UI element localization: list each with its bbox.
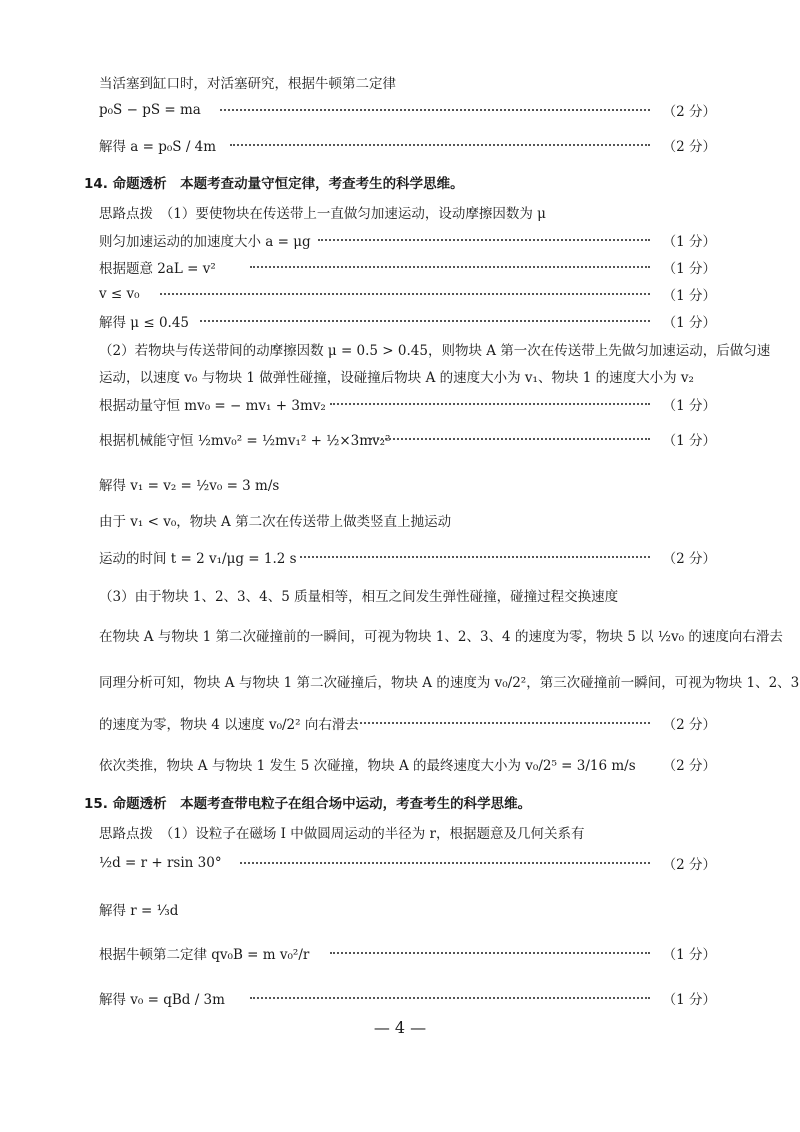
line-text: v ≤ v₀: [99, 286, 140, 302]
text-line: [0, 712, 800, 734]
text-line: [0, 338, 800, 360]
text-line: [0, 584, 800, 606]
line-text: 根据题意 2aL = v²: [99, 261, 216, 277]
text-line: [0, 473, 800, 495]
line-text: （2）若物块与传送带间的动摩擦因数 μ = 0.5 > 0.45，则物块 A 第一次在传送带上先做匀加速运动，后做匀速: [99, 343, 771, 359]
score-points: （2 分）: [662, 104, 716, 120]
dot-leader: [300, 556, 650, 558]
text-line: [0, 99, 800, 121]
text-line: [0, 624, 800, 646]
line-text: 依次类推，物块 A 与物块 1 发生 5 次碰撞，物块 A 的最终速度大小为 v₀/2⁵ = 3/16 m/s: [99, 758, 636, 774]
text-line: [0, 753, 800, 775]
text-line: [0, 201, 800, 223]
text-line: [0, 898, 800, 920]
line-text: 根据机械能守恒 ½mv₀² = ½mv₁² + ½×3mv₂²: [99, 433, 391, 449]
dot-leader: [230, 144, 650, 146]
score-points: （2 分）: [662, 857, 716, 873]
section-heading: [0, 791, 800, 813]
score-points: （2 分）: [662, 717, 716, 733]
line-text: （3）由于物块 1、2、3、4、5 质量相等，相互之间发生弹性碰撞，碰撞过程交换速度: [99, 589, 619, 605]
line-text: 根据动量守恒 mv₀ = − mv₁ + 3mv₂: [99, 398, 326, 414]
line-text: 解得 μ ≤ 0.45: [99, 315, 190, 331]
dot-leader: [200, 320, 650, 322]
line-text: 解得 v₁ = v₂ = ½v₀ = 3 m/s: [99, 478, 280, 494]
score-points: （1 分）: [662, 234, 716, 250]
line-text: ½d = r + rsin 30°: [99, 855, 222, 871]
dot-leader: [355, 722, 650, 724]
line-text: 解得 v₀ = qBd / 3m: [99, 992, 225, 1008]
score-points: （1 分）: [662, 433, 716, 449]
line-text: 15. 命题透析 本题考查带电粒子在组合场中运动，考查考生的科学思维。: [84, 796, 532, 812]
line-text: 运动的时间 t = 2 v₁/μg = 1.2 s: [99, 551, 297, 567]
line-text: 根据牛顿第二定律 qv₀B = m v₀²/r: [99, 947, 310, 963]
text-line: [0, 365, 800, 387]
dot-leader: [240, 862, 650, 864]
score-points: （1 分）: [662, 315, 716, 331]
line-text: 运动，以速度 v₀ 与物块 1 做弹性碰撞，设碰撞后物块 A 的速度大小为 v₁、物块 1 的速度大小为 v₂: [99, 370, 694, 386]
text-line: [0, 134, 800, 156]
text-line: [0, 283, 800, 305]
line-text: p₀S − pS = ma: [99, 102, 201, 118]
line-text: 同理分析可知，物块 A 与物块 1 第二次碰撞后，物块 A 的速度为 v₀/2²，第三次碰撞前一瞬间，可视为物块 1、2、3: [99, 675, 800, 691]
score-points: （1 分）: [662, 261, 716, 277]
text-line: [0, 310, 800, 332]
text-line: [0, 71, 800, 93]
dot-leader: [330, 403, 650, 405]
text-line: [0, 821, 800, 843]
section-heading: [0, 171, 800, 193]
text-line: [0, 509, 800, 531]
text-line: [0, 852, 800, 874]
dot-leader: [220, 109, 650, 111]
dot-leader: [250, 997, 650, 999]
score-points: （1 分）: [662, 992, 716, 1008]
score-points: （2 分）: [662, 139, 716, 155]
score-points: （1 分）: [662, 398, 716, 414]
score-points: （1 分）: [662, 288, 716, 304]
line-text: 则匀加速运动的加速度大小 a = μg: [99, 234, 311, 250]
score-points: （2 分）: [662, 758, 716, 774]
dot-leader: [330, 952, 650, 954]
text-line: [0, 670, 800, 692]
text-line: [0, 229, 800, 251]
line-text: 思路点拨 （1）设粒子在磁场 Ⅰ 中做圆周运动的半径为 r，根据题意及几何关系有: [99, 826, 585, 842]
dot-leader: [318, 239, 650, 241]
line-text: 当活塞到缸口时，对活塞研究，根据牛顿第二定律: [99, 76, 396, 92]
text-line: [0, 256, 800, 278]
text-line: [0, 546, 800, 568]
line-text: 思路点拨 （1）要使物块在传送带上一直做匀加速运动，设动摩擦因数为 μ: [99, 206, 546, 222]
line-text: 的速度为零，物块 4 以速度 v₀/2² 向右滑去: [99, 717, 359, 733]
line-text: 由于 v₁ < v₀，物块 A 第二次在传送带上做类竖直上抛运动: [99, 514, 452, 530]
text-line: [0, 987, 800, 1009]
dot-leader: [250, 266, 650, 268]
score-points: （2 分）: [662, 551, 716, 567]
page-number: — 4 —: [373, 1018, 427, 1037]
line-text: 解得 r = ⅓d: [99, 903, 179, 919]
dot-leader: [370, 438, 650, 440]
score-points: （1 分）: [662, 947, 716, 963]
line-text: 在物块 A 与物块 1 第二次碰撞前的一瞬间，可视为物块 1、2、3、4 的速度为零，物块 5 以 ½v₀ 的速度向右滑去: [99, 629, 783, 645]
dot-leader: [160, 293, 650, 295]
line-text: 14. 命题透析 本题考查动量守恒定律，考查考生的科学思维。: [84, 176, 464, 192]
text-line: [0, 393, 800, 415]
text-line: [0, 942, 800, 964]
text-line: [0, 428, 800, 450]
line-text: 解得 a = p₀S / 4m: [99, 139, 217, 155]
